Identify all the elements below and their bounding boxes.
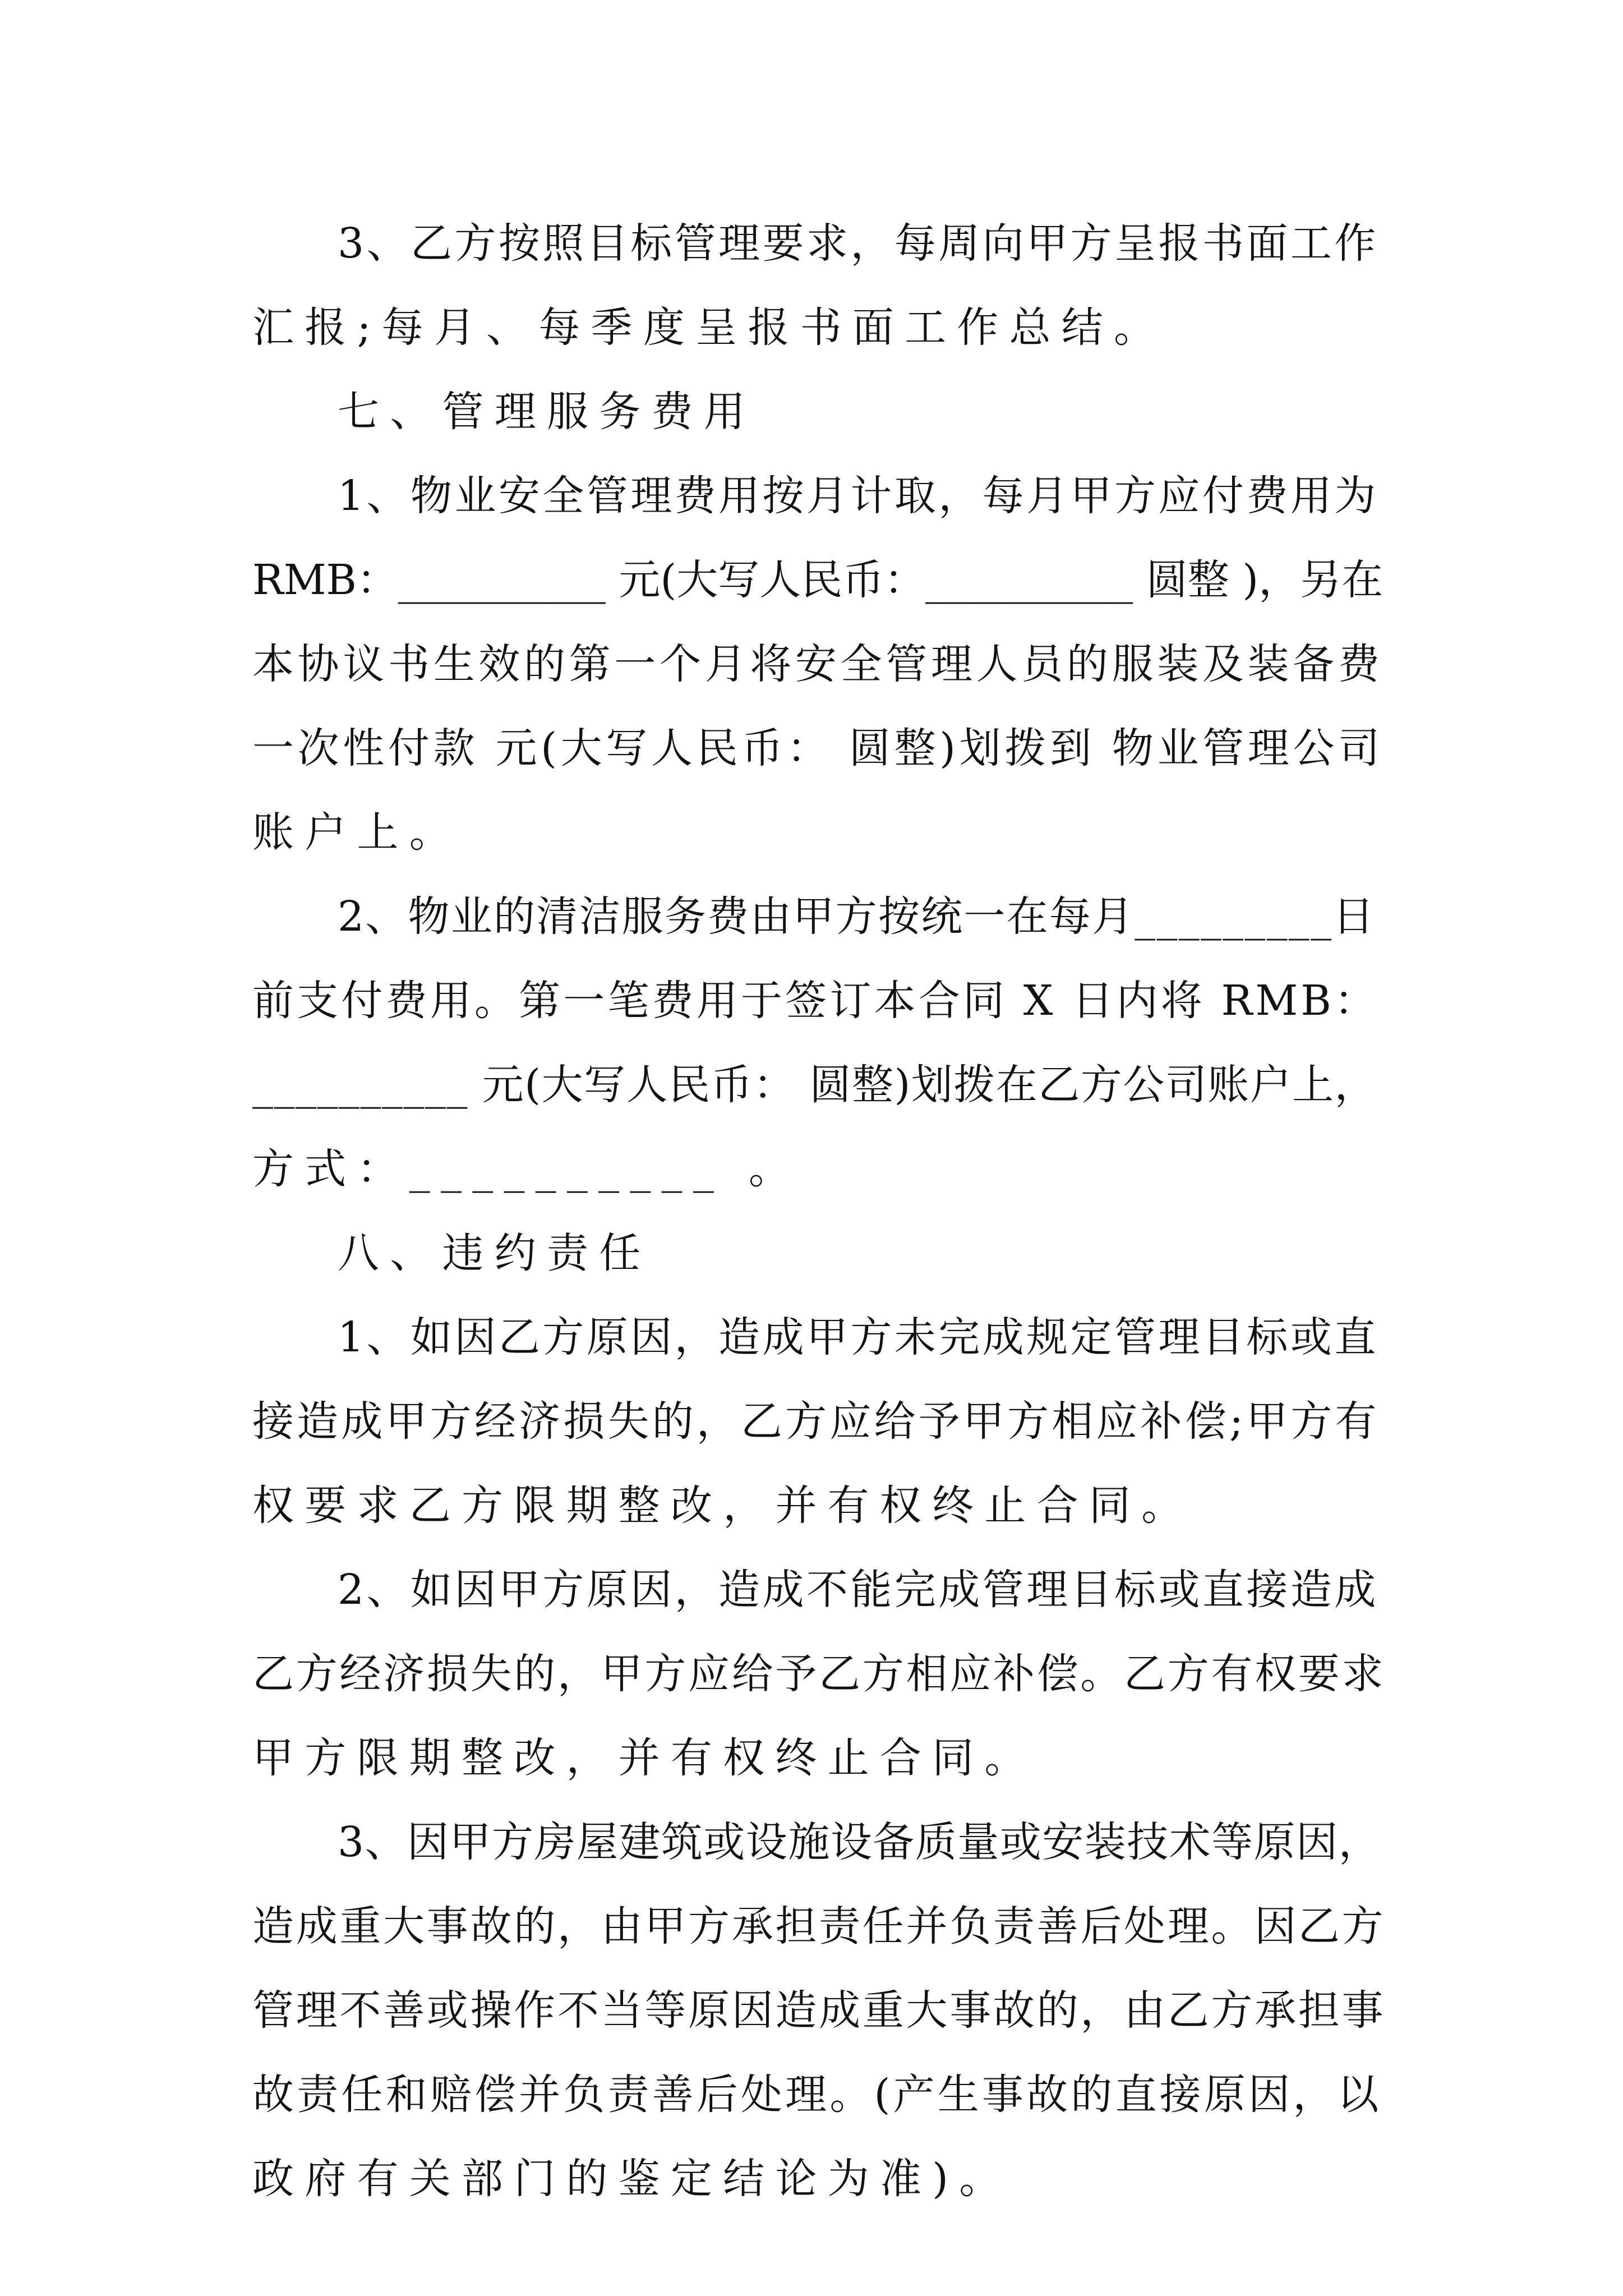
paragraph-line: 3、因甲方房屋建筑或设施设备质量或安装技术等原因， (338, 1818, 1381, 1866)
paragraph-line: 权要求乙方限期整改，并有权终止合同。 (252, 1481, 1194, 1530)
paragraph-line: 汇报;每月、每季度呈报书面工作总结。 (252, 303, 1166, 352)
paragraph-line: 1、物业安全管理费用按月计取，每月甲方应付费用为 (338, 472, 1378, 520)
paragraph-line: 本协议书生效的第一个月将安全管理人员的服装及装备费 (252, 640, 1384, 688)
paragraph-line: 2、物业的清洁服务费由甲方按统一在每月_________日 (338, 892, 1376, 941)
paragraph-line: RMB：__________ 元(大写人民币：__________ 圆整 )，另在 (252, 556, 1384, 604)
paragraph-line: 乙方经济损失的，甲方应给予乙方相应补偿。乙方有权要求 (252, 1650, 1386, 1698)
paragraph-line: 方式：__________ 。 (252, 1145, 801, 1193)
paragraph-line: 甲方限期整改，并有权终止合同。 (252, 1734, 1037, 1782)
paragraph-line: 1、如因乙方原因，造成甲方未完成规定管理目标或直 (338, 1313, 1378, 1361)
section-heading: 八、违约责任 (338, 1229, 652, 1277)
paragraph-line: 3、乙方按照目标管理要求，每周向甲方呈报书面工作 (338, 219, 1378, 268)
paragraph-line: __________ 元(大写人民币： 圆整)划拨在乙方公司账户上， (252, 1061, 1377, 1109)
paragraph-line: 2、如因甲方原因，造成不能完成管理目标或直接造成 (338, 1566, 1378, 1614)
paragraph-line: 故责任和赔偿并负责善后处理。(产生事故的直接原因，以 (252, 2070, 1382, 2119)
paragraph-line: 管理不善或操作不当等原因造成重大事故的，由乙方承担事 (252, 1986, 1386, 2035)
paragraph-line: 接造成甲方经济损失的，乙方应给予甲方相应补偿;甲方有 (252, 1397, 1380, 1446)
paragraph-line: 一次性付款 元(大写人民币： 圆整)划拨到 物业管理公司 (252, 724, 1384, 772)
paragraph-line: 政府有关部门的鉴定结论为准)。 (252, 2155, 1012, 2203)
paragraph-line: 前支付费用。第一笔费用于签订本合同 X 日内将 RMB： (252, 977, 1379, 1025)
paragraph-line: 账户上。 (252, 808, 462, 857)
section-heading: 七、管理服务费用 (338, 388, 756, 436)
paragraph-line: 造成重大事故的，由甲方承担责任并负责善后处理。因乙方 (252, 1902, 1386, 1950)
